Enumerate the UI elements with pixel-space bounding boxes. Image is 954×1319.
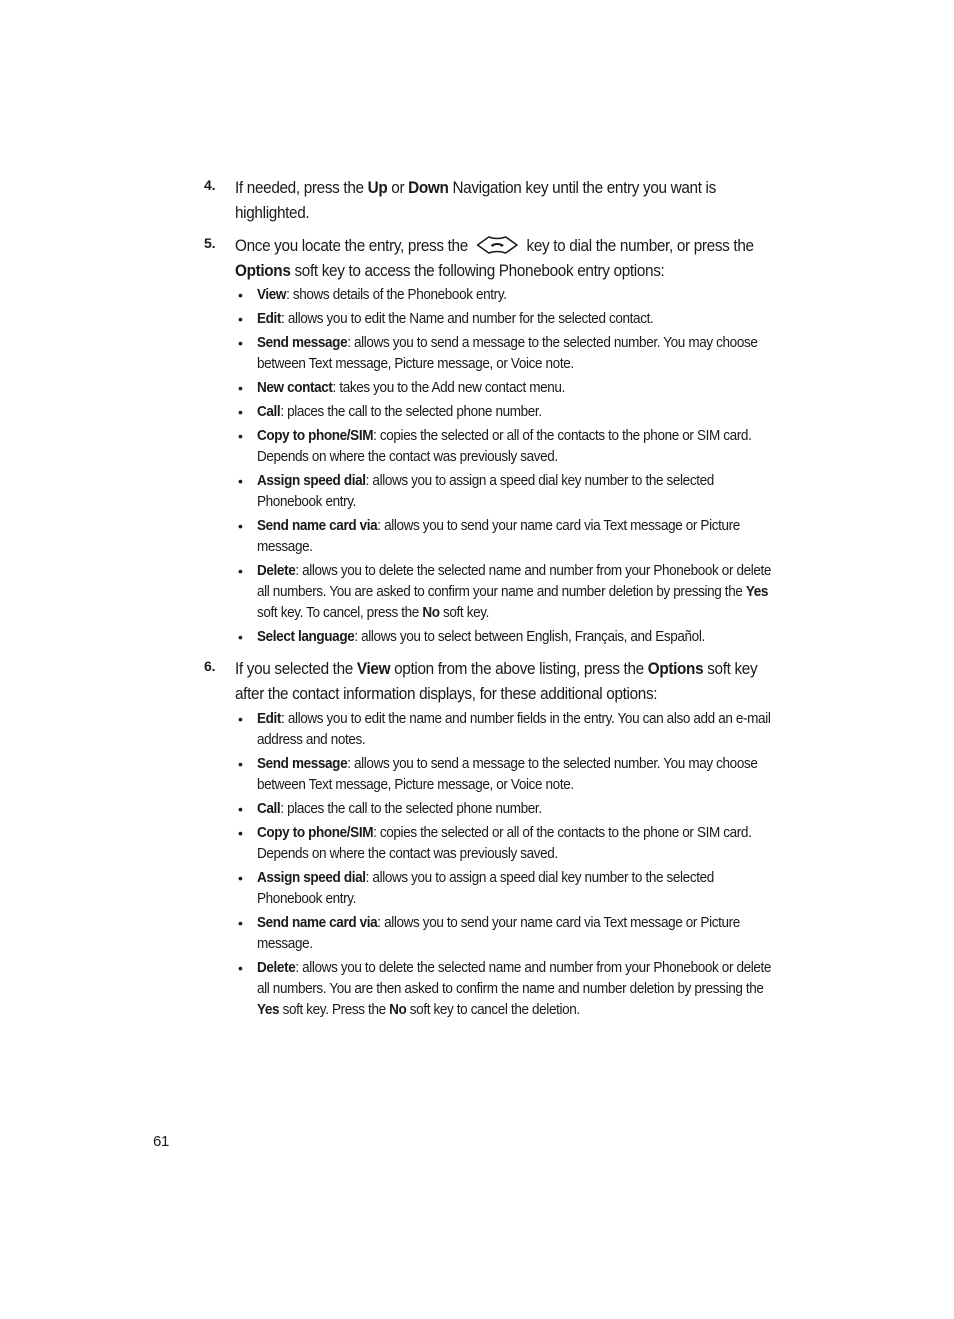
bold-term: Call [257,800,281,817]
bullet-icon: • [238,755,243,772]
list-item-text [257,561,772,624]
text-run: : takes you to the Add new contact menu. [332,380,565,397]
text-run: : shows details of the Phonebook entry. [286,287,507,304]
option-list [235,709,779,1021]
text-run: soft key to cancel the deletion. [406,1001,580,1018]
bold-term: Assign speed dial [257,473,366,490]
list-item [235,913,779,955]
step-text [235,657,780,706]
list-item-text [257,471,772,513]
text-run: soft key. [439,605,490,622]
bold-term: No [389,1001,407,1018]
bold-term: Select language [257,629,355,646]
list-item-text [257,402,772,423]
list-item-text [257,378,772,399]
bullet-icon: • [238,824,243,841]
bullet-icon: • [238,404,243,421]
bold-term: Yes [257,1001,280,1018]
text-run: : allows you to send your name card via Text message or Picture message. [257,518,740,556]
list-item-text [257,516,772,558]
text-run: : allows you to edit the Name and number for the selected contact. [281,311,654,328]
bold-term: Down [408,179,449,197]
list-item-text [257,868,772,910]
step-text [235,176,780,225]
list-item-text [257,913,772,955]
list-item-text [257,754,772,796]
bold-term: Send message [257,755,348,772]
list-item-text [257,285,772,306]
bullet-icon: • [238,473,243,490]
text-run: soft key. Press the [279,1001,390,1018]
list-item [235,333,779,375]
text-run: : copies the selected or all of the contacts to the phone or SIM card. Depends on where the contact was previously saved. [257,824,752,862]
step-5 [204,234,779,648]
bullet-icon: • [238,710,243,727]
bold-term: Send name card via [257,914,378,931]
list-item-text [257,627,772,648]
bullet-icon: • [238,518,243,535]
list-item [235,471,779,513]
bullet-icon: • [238,287,243,304]
list-item [235,378,779,399]
bold-term: Call [257,404,281,421]
list-item-text [257,309,772,330]
text-run: option from the above listing, press the [390,660,648,679]
bold-term: View [356,660,391,679]
text-run: key to dial the number, or press the [522,237,754,256]
bullet-icon: • [238,311,243,328]
bold-term: Send message [257,335,348,352]
bold-term: Options [235,261,291,280]
list-item [235,754,779,796]
text-run: : places the call to the selected phone number. [280,404,542,421]
text-run: Once you locate the entry, press the [235,237,472,256]
list-item [235,868,779,910]
list-item [235,402,779,423]
bold-term: Copy to phone/SIM [257,428,374,445]
bold-term: Send name card via [257,518,378,535]
bold-term: Edit [257,710,282,727]
step-4 [204,176,779,225]
bullet-icon: • [238,629,243,646]
bold-term: Assign speed dial [257,869,366,886]
bold-term: View [257,287,287,304]
text-run: : allows you to assign a speed dial key number to the selected Phonebook entry. [257,869,714,907]
bullet-icon: • [238,869,243,886]
bullet-icon: • [238,959,243,976]
list-item-text [257,709,772,751]
bullet-icon: • [238,800,243,817]
text-run: If you selected the [235,660,357,679]
bold-term: Delete [257,959,296,976]
list-item-text [257,799,772,820]
bold-term: Delete [257,563,296,580]
list-item [235,799,779,820]
text-run: Navigation key until the entry you want is highlighted. [235,179,716,222]
text-run: soft key after the contact information displays, for these additional options: [235,660,758,703]
step-number: 4. [204,177,216,193]
text-run: or [387,179,409,197]
list-item [235,561,779,624]
list-item [235,309,779,330]
text-run: : allows you to select between English, Français, and Español. [354,629,705,646]
text-run: : copies the selected or all of the contacts to the phone or SIM card. Depends on where the contact was previously saved. [257,428,752,466]
text-run: soft key to access the following Phonebook entry options: [290,261,665,280]
list-item-text [257,823,772,865]
text-run: : allows you to delete the selected name and number from your Phonebook or delete all numbers. You are then asked to confirm the name and number deletion by pressing the [257,959,772,997]
text-run: : allows you to assign a speed dial key number to the selected Phonebook entry. [257,473,714,511]
list-item [235,426,779,468]
bullet-icon: • [238,335,243,352]
step-text [235,234,780,283]
bold-term: Yes [745,584,769,601]
text-run: : places the call to the selected phone number. [280,800,542,817]
text-run: soft key. To cancel, press the [257,605,423,622]
step-number: 6. [204,658,216,675]
list-item-text [257,426,772,468]
bullet-icon: • [238,380,243,397]
bold-term: Edit [257,311,282,328]
list-item-text [257,958,772,1021]
list-item [235,958,779,1021]
bold-term: New contact [257,380,333,397]
text-run: : allows you to edit the name and number fields in the entry. You can also add an e-mail address and notes. [257,710,771,748]
text-run: : allows you to send a message to the selected number. You may choose between Text message, Picture message, or Voice note. [257,335,758,373]
bullet-icon: • [238,563,243,580]
list-item [235,516,779,558]
bold-term: Up [367,179,388,197]
option-list [235,285,779,648]
step-6 [204,657,779,1020]
bullet-icon: • [238,914,243,931]
bold-term: Copy to phone/SIM [257,824,374,841]
text-run: If needed, press the [235,179,368,197]
bold-term: No [422,605,440,622]
send-key-icon [476,235,519,255]
list-item [235,627,779,648]
page-number: 61 [153,1133,170,1150]
list-item-text [257,333,772,375]
bullet-icon: • [238,428,243,445]
text-run: : allows you to send your name card via Text message or Picture message. [257,914,740,952]
list-item [235,285,779,306]
list-item [235,823,779,865]
step-number: 5. [204,235,216,252]
bold-term: Options [647,660,704,679]
text-run: : allows you to send a message to the selected number. You may choose between Text message, Picture message, or Voice note. [257,755,758,793]
list-item [235,709,779,751]
text-run: : allows you to delete the selected name and number from your Phonebook or delete all numbers. You are asked to confirm your name and number deletion by pressing the [257,563,772,601]
instruction-list [204,176,779,1030]
